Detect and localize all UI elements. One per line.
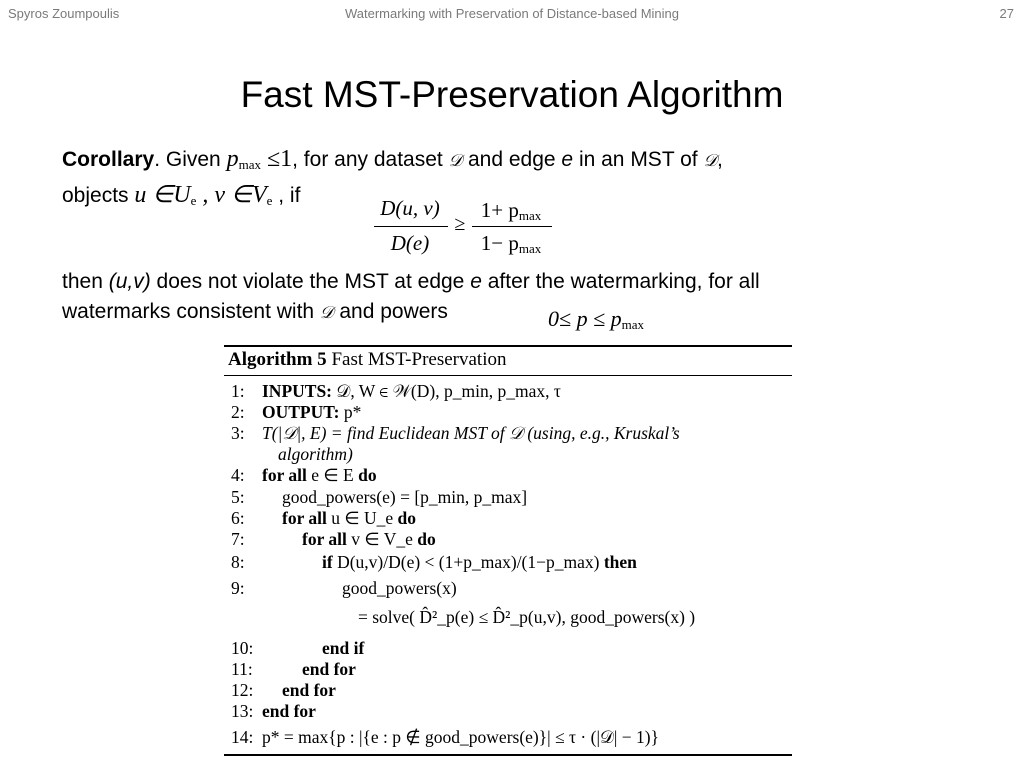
- algorithm-line: [302, 659, 356, 680]
- algorithm-keyword: end for: [282, 680, 336, 700]
- ineq-num-right: $1+ p_{max}$: [480, 198, 542, 223]
- edge-symbol-2: e: [470, 270, 482, 293]
- algorithm-text: v ∈ V_e: [346, 529, 418, 549]
- dataset-symbol-3: 𝒟: [319, 303, 334, 323]
- algorithm-keyword: do: [358, 465, 377, 485]
- sub-e-2: e: [266, 193, 273, 208]
- algorithm-text: e ∈ E: [306, 465, 359, 485]
- algorithm-line: [342, 578, 457, 599]
- edge-symbol: e: [561, 148, 574, 171]
- algorithm-text: algorithm): [278, 444, 353, 464]
- algorithm-line: [262, 727, 659, 748]
- algorithm-text: p*: [339, 402, 362, 422]
- corollary-line-2: [62, 180, 300, 209]
- header-author: Spyros Zoumpoulis: [8, 6, 120, 21]
- ineq-bar-left: [374, 226, 448, 227]
- page-number: 27: [999, 6, 1014, 21]
- algorithm-line-number: 2:: [231, 402, 245, 422]
- algorithm-text: good_powers(x): [342, 578, 457, 598]
- header-talk-title: Watermarking with Preservation of Distance-based Mining: [344, 6, 680, 21]
- algorithm-line: [278, 444, 353, 465]
- algorithm-line-number: 8:: [231, 552, 245, 572]
- text-if: , if: [272, 184, 301, 207]
- dataset-symbol: 𝒟: [448, 151, 463, 171]
- algorithm-line-number: 7:: [231, 529, 245, 549]
- text-in-mst: in an MST of: [573, 148, 704, 171]
- ineq-den-left: D(e): [390, 231, 430, 255]
- algorithm-rule-top: [224, 345, 792, 347]
- algorithm-line-number: 14:: [231, 727, 254, 747]
- text-after: after the watermarking, for all: [481, 270, 760, 293]
- algorithm-line-number: 10:: [231, 638, 254, 658]
- algorithm-text: 𝒟, W ∈ 𝒲(D), p_min, p_max, τ: [332, 381, 561, 401]
- text-objects: objects: [62, 184, 135, 207]
- text-not-violate: does not violate the MST at edge: [150, 270, 471, 293]
- algorithm-keyword: for all: [302, 529, 347, 549]
- algorithm-rule-bottom: [224, 754, 792, 756]
- ineq-num-left: D(u, v): [380, 196, 440, 220]
- ineq-den-right: $1- p_{max}$: [480, 231, 542, 256]
- text-for-any: , for any dataset: [292, 148, 449, 171]
- dataset-symbol-2: 𝒟: [703, 151, 718, 171]
- algorithm-keyword: then: [603, 552, 637, 572]
- algorithm-line: [262, 701, 316, 722]
- algorithm-rule-mid: [224, 375, 792, 376]
- algorithm-line: [282, 487, 527, 508]
- text-given: . Given: [154, 148, 227, 171]
- algorithm-text: p* = max{p : |{e : p ∉ good_powers(e)}| ≤ τ · (|𝒟| − 1)}: [262, 727, 660, 747]
- algorithm-text: u ∈ U_e: [326, 508, 398, 528]
- algorithm-line: [262, 381, 561, 402]
- sub-e-1: e: [190, 193, 197, 208]
- text-and-edge: and edge: [462, 148, 562, 171]
- algorithm-line: [302, 529, 436, 550]
- algorithm-line: [282, 680, 336, 701]
- algorithm-keyword: do: [397, 508, 417, 528]
- corollary-label: Corollary: [62, 148, 155, 171]
- powers-expression: $0\le p \le p_{max}$: [548, 306, 645, 332]
- comma: ,: [717, 148, 723, 171]
- algorithm-line-number: 3:: [231, 423, 245, 443]
- algorithm-caption: Algorithm 5 Fast MST-Preservation: [228, 349, 507, 370]
- algorithm-text: D(u,v)/D(e) < (1+p_max)/(1−p_max): [332, 552, 604, 572]
- algorithm-line: [322, 638, 364, 659]
- uv-pair: (u,v): [108, 270, 151, 293]
- algorithm-line: [262, 423, 680, 444]
- le-one: ≤1: [260, 146, 293, 172]
- algorithm-text: = solve( D̂²_p(e) ≤ D̂²_p(u,v), good_powers(x) ): [358, 607, 696, 627]
- algorithm-line-number: 4:: [231, 465, 245, 485]
- ineq-bar-right: [472, 226, 552, 227]
- algorithm-line: [358, 607, 695, 628]
- algorithm-line-number: 12:: [231, 680, 254, 700]
- ineq-relation: ≥: [454, 213, 466, 235]
- algorithm-keyword: end for: [262, 701, 316, 721]
- algorithm-keyword: for all: [262, 465, 307, 485]
- algorithm-keyword: do: [417, 529, 436, 549]
- algorithm-text: good_powers(e) = [p_min, p_max]: [282, 487, 528, 507]
- algorithm-keyword: OUTPUT:: [262, 402, 340, 422]
- algorithm-line: [262, 402, 361, 423]
- then-line: [62, 270, 760, 294]
- algorithm-line: [322, 552, 637, 573]
- algorithm-keyword: if: [322, 552, 333, 572]
- algorithm-line-number: 5:: [231, 487, 245, 507]
- algorithm-line-number: 11:: [231, 659, 253, 679]
- text-and-powers: and powers: [333, 300, 448, 323]
- text-watermarks: watermarks consistent with: [62, 300, 320, 323]
- text-then: then: [62, 270, 109, 293]
- algorithm-keyword: end for: [302, 659, 356, 679]
- algorithm-line-number: 1:: [231, 381, 245, 401]
- p-max-symbol: p: [226, 146, 239, 172]
- algorithm-line-number: 9:: [231, 578, 245, 598]
- v-in-V: , v ∈V: [196, 182, 267, 208]
- corollary-line-1: [62, 146, 723, 173]
- slide-title: Fast MST-Preservation Algorithm: [240, 74, 784, 115]
- algorithm-text: T(|𝒟|, E) = find Euclidean MST of 𝒟 (using, e.g., Kruskal’s: [262, 423, 680, 443]
- algorithm-keyword: end if: [322, 638, 365, 658]
- u-in-U: u ∈U: [134, 182, 191, 208]
- p-max-sub: max: [238, 157, 261, 172]
- algorithm-line-number: 13:: [231, 701, 254, 721]
- algorithm-keyword: INPUTS:: [262, 381, 333, 401]
- algorithm-line: [262, 465, 377, 486]
- algorithm-line-number: 6:: [231, 508, 245, 528]
- watermarks-line: [62, 300, 448, 324]
- algorithm-keyword: for all: [282, 508, 327, 528]
- algorithm-line: [282, 508, 416, 529]
